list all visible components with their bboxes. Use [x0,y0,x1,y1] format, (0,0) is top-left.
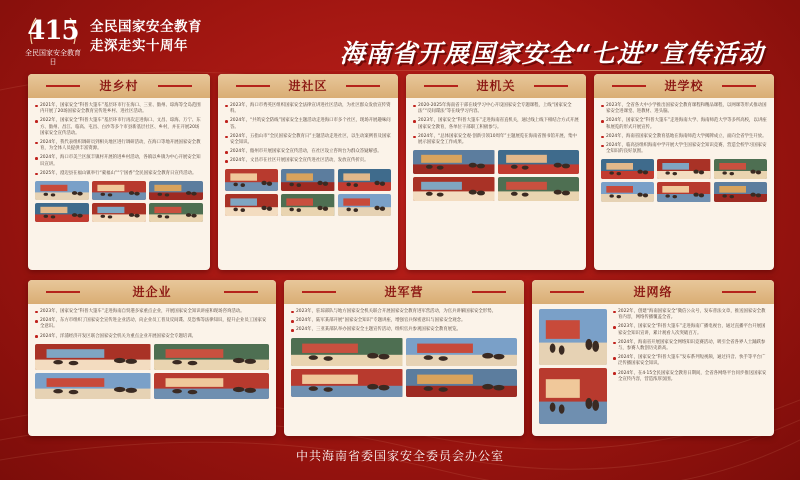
activity-photo [498,150,580,174]
panel-title: 进机关 [476,79,516,93]
slogan [90,18,202,56]
entry-item: 2022年，创建“海南国家安全”微信公众号，发布普法文章，推送国家安全教育内容，网络传播覆盖全省。 [613,309,767,321]
entry-item: 2023年，海口市秀英区组织国家安全法律宣讲进社区活动，为社区群众发放宣传资料。 [225,103,391,115]
entry-item: 2024年，国家安全“科普大篷车”发布系列短视频，通过抖音、快手等平台广泛传播国家安全知识。 [613,355,767,367]
activity-photo [291,338,403,366]
activity-photo [601,159,654,179]
photo-grid [291,338,517,397]
entry-item: 2024年，洋浦经济开发区联合国家安全机关为重点企业开展国家安全专题培训。 [35,334,269,340]
panel-title: 进企业 [132,285,172,299]
footer-organization: 中共海南省委国家安全委员会办公室 [295,449,504,463]
entry-item: 2024年，在4·15全民国家安全教育日期间，全省各网络平台同步推送国家安全宣传内容，营造浓厚氛围。 [613,371,767,383]
activity-photo [406,369,518,397]
activity-photo [539,368,607,424]
panel-village [28,74,210,270]
panel-header [284,280,524,304]
activity-photo [281,194,334,216]
entry-item: 2024年，五指山市“全民国家安全教育日”主题活动走进社区，以生动案例普及国家安全知识。 [225,134,391,146]
entry-list [413,103,579,146]
activity-photo [154,373,270,399]
entry-item: 2024年，三亚某部队举办国家安全主题宣传活动，组织官兵参观国家安全教育展览。 [291,327,517,333]
entry-item: 2025年，澄迈县在福山镇举行“蒙福山”“宁国香”全民国家安全教育日宣传活动。 [35,171,203,177]
entry-item: 2022年，国家安全“科普大篷车”基层环市行再次走进海口、文昌、琼海、万宁、东方、儋州、昌江、临高、屯昌、白沙等多个市县新基层社区、乡村，并在开展20场国家安全宣传活动。 [35,118,203,137]
entry-item: 2021年，国家安全“科普大篷车”基层环市行在海口、三亚、儋州、琼海等全岛范围内开展了20场国家安全教育宣传进乡村、进社区活动。 [35,103,203,115]
activity-photo [281,169,334,191]
title-divider [310,70,770,71]
entry-item: 2024年，临高县组织海南中学开展大学生国家安全知识竞赛，营造全校学习国家安全知识的良好氛围。 [601,143,767,155]
entry-item: 2023年，驻琼部队与地方国家安全机关联合开展国家安全教育进军营活动，为官兵讲解国家安全形势。 [291,309,517,315]
slogan-line-1: 全民国家安全教育 [90,19,202,35]
activity-photo [413,177,495,201]
activity-photo [225,194,278,216]
activity-photo [714,159,767,179]
activity-photo [35,344,151,370]
panel-title: 进社区 [288,79,328,93]
logo-subtitle: 全民国家安全教育日 [25,49,81,66]
photo-grid [601,159,767,202]
anniversary-logo [22,14,84,64]
entry-item: 2023年，国家安全“科普大篷车”走进海南省直机关，通过线上线下相结合方式开展国家安全教育，各单位干部职工积极参与。 [413,118,579,130]
entry-list [35,103,203,177]
panel-enterprise [28,280,276,436]
entry-item: 2024年，海南省开展国家安全网络知识竞赛活动，吸引全省各界人士踊跃参与，参赛人数创历史新高。 [613,340,767,352]
entry-list [291,309,517,334]
activity-photo [35,181,89,200]
panel-internet [532,280,774,436]
panel-header [28,280,276,304]
entry-item: 2020-2025年海南省干部在线学习中心开设国家安全专题课程，上线“国家安全法”“反间谍法”等在线学习内容。 [413,103,579,115]
panel-title: 进乡村 [99,79,139,93]
entry-list [225,103,391,165]
panel-school [594,74,774,270]
entry-item: 2023年，全省各大中小学推出国家安全教育课程和精品课程，以网课等形式推动国家安全进课堂、进教材、进头脑。 [601,103,767,115]
entry-item: 2024年，“共筑安全防线”国家安全主题活动走进海口市多个社区，现场开展趣味问答。 [225,118,391,130]
photo-grid [539,309,607,424]
activity-photo [601,182,654,202]
entry-item: 2024年，我代表组织调研员到相关地区进行调研活动，在海口等地开展国家安全教育，为全体人员提供丰富资源。 [35,140,203,152]
panel-header [406,74,586,98]
entry-item: 2024年，儋州市开展国家安全宣传活动，在社区设立咨询台为群众答疑解惑。 [225,149,391,155]
photo-grid [225,169,391,216]
entry-item: 2024年，东方市组织了国家安全宣传进企业活动，向企业员工普及反间谍、反恐怖等法律知识，提升企业员工国家安全意识。 [35,318,269,330]
panel-header [28,74,210,98]
photo-grid [413,150,579,201]
activity-photo [154,344,270,370]
activity-photo [291,369,403,397]
entry-item: 2024年，国家安全“科普大篷车”走进海南大学、海南师范大学等多所高校，以讲座和展览的形式开展宣传。 [601,118,767,130]
entry-item: 2023年，国家安全“科普大篷车”走进海南广播电视台，通过直播平台开展国家安全知识宣讲，累计观看人次突破百万。 [613,324,767,336]
photo-grid [35,344,269,399]
activity-photo [149,203,203,222]
activity-photo [225,169,278,191]
logo-number: 415 [27,16,79,46]
activity-photo [714,182,767,202]
entry-item: 2024年，“总体国家安全观·创新引领10周年”主题展览在海南省图书馆开展，集中展示国家安全工作成果。 [413,134,579,146]
panel-header [594,74,774,98]
entry-item: 2024年，文昌市在社区开展国家安全宣传进社区活动，发放宣传折页。 [225,158,391,164]
panel-agency [406,74,586,270]
entry-item: 2024年，海南省国家安全教育基地在海南师范大学揭牌成立，面向全省学生开放。 [601,134,767,140]
entry-item: 2024年，海口市美兰区演丰镇村开展的进乡村活动，各镇以乡镇为中心开展安全知识宣讲。 [35,155,203,167]
activity-photo [35,373,151,399]
activity-photo [338,194,391,216]
activity-photo [92,181,146,200]
photo-grid [35,181,203,222]
activity-photo [338,169,391,191]
activity-photo [35,203,89,222]
activity-photo [539,309,607,365]
entry-list [35,309,269,340]
activity-photo [657,159,710,179]
entry-item: 2024年，陆军某部开展“国家安全知识”专题讲座，增强官兵保密意识与国家安全观念。 [291,318,517,324]
panel-header [218,74,398,98]
entry-list [613,309,767,424]
page-title: 海南省开展国家安全“七进”宣传活动 [339,39,764,68]
panel-community [218,74,398,270]
panel-barracks [284,280,524,436]
activity-photo [657,182,710,202]
activity-photo [149,181,203,200]
activity-photo [92,203,146,222]
panel-title: 进军营 [384,285,424,299]
panel-header [532,280,774,304]
panel-title: 进学校 [664,79,704,93]
panel-title: 进网络 [633,285,673,299]
slogan-line-2: 走深走实十周年 [90,38,188,54]
activity-photo [498,177,580,201]
entry-item: 2023年，国家安全“科普大篷车”走进海南自贸港多家重点企业，开展国家安全知识讲座和现场咨询活动。 [35,309,269,315]
activity-photo [413,150,495,174]
activity-photo [406,338,518,366]
entry-list [601,103,767,155]
